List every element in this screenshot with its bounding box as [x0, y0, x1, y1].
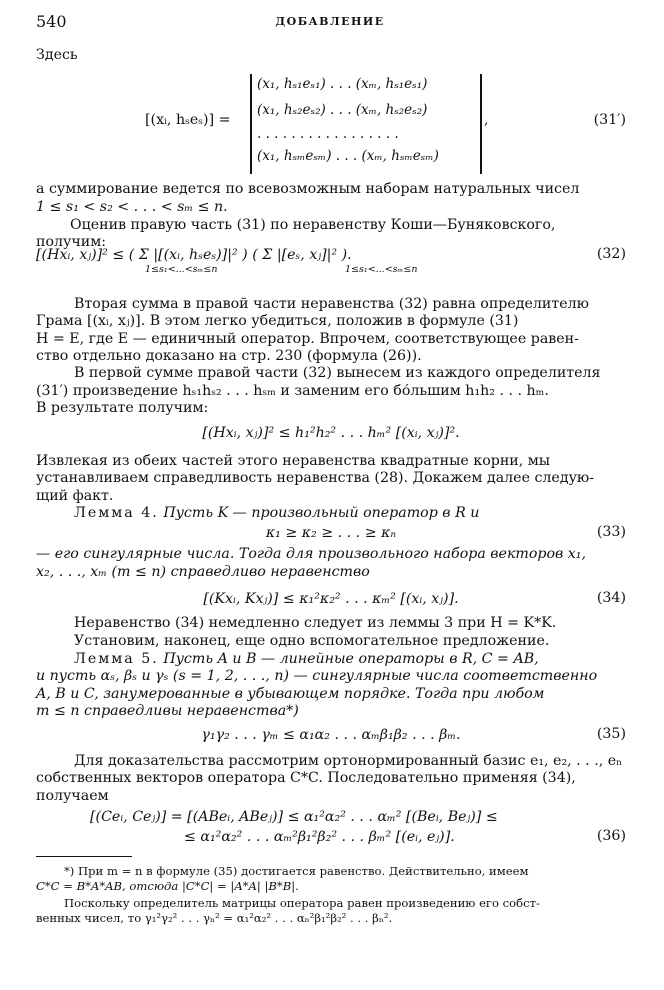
equation-number-36: (36) — [596, 828, 626, 844]
lemma-statement-line: — его сингулярные числа. Тогда для произвольного набора векторов x₁, — [36, 546, 587, 562]
text-line: а суммирование ведется по всевозможным наборам натуральных чисел — [36, 181, 580, 197]
sum-limits: 1≤s₁<...<sₘ≤n — [145, 264, 218, 275]
text-line: устанавливаем справедливость неравенства (28). Докажем далее следую- — [36, 470, 595, 486]
equation-number-31-prime: (31′) — [593, 112, 626, 128]
formula-34: [(Kxᵢ, Kxⱼ)] ≤ κ₁²κ₂² . . . κₘ² [(xᵢ, xⱼ)]. — [203, 591, 459, 607]
text-line: В первой сумме правой части (32) вынесем из каждого определителя — [74, 365, 601, 381]
determinant-right-bar — [480, 74, 482, 174]
text-line: Грама [(xᵢ, xⱼ)]. В этом легко убедиться, положив в формуле (31) — [36, 313, 519, 329]
text-line: ство отдельно доказано на стр. 230 (формула (26)). — [36, 348, 422, 364]
text-line: Для доказательства рассмотрим ортонормированный базис e₁, e₂, . . ., eₙ — [74, 753, 623, 769]
text-line: собственных векторов оператора C*C. Последовательно применяя (34), — [36, 770, 576, 786]
equation-number-35: (35) — [596, 726, 626, 742]
equation-number-33: (33) — [596, 524, 626, 540]
text-line: 1 ≤ s₁ < s₂ < . . . < sₘ ≤ n. — [36, 199, 228, 215]
formula-36-line-2: ≤ α₁²α₂² . . . αₘ²β₁²β₂² . . . βₘ² [(eᵢ, eⱼ)]. — [184, 829, 455, 845]
text-line: Извлекая из обеих частей этого неравенства квадратные корни, мы — [36, 453, 551, 469]
footnote-rule — [36, 856, 132, 857]
text-line: щий факт. — [36, 488, 114, 504]
formula-31-prime — [145, 74, 495, 174]
running-head: ДОБАВЛЕНИЕ — [275, 15, 385, 28]
text-line: (31′) произведение hₛ₁hₛ₂ . . . hₛₘ и заменим его бо́льшим h₁h₂ . . . hₘ. — [36, 383, 549, 399]
formula-31-prime-comma: , — [484, 112, 489, 128]
equation-number-32: (32) — [596, 246, 626, 262]
lemma-4 — [74, 504, 626, 522]
text-line: Оценив правую часть (31) по неравенству Коши—Буняковского, — [70, 217, 556, 233]
sum-limits: 1≤s₁<...<sₘ≤n — [345, 264, 418, 275]
formula-35: γ₁γ₂ . . . γₘ ≤ α₁α₂ . . . αₘβ₁β₂ . . . βₘ. — [201, 727, 461, 743]
page-number: 540 — [36, 12, 67, 31]
lemma-statement-line: m ≤ n справедливы неравенства*) — [36, 703, 299, 719]
equation-number-34: (34) — [596, 590, 626, 606]
text-line: Неравенство (34) немедленно следует из леммы 3 при H = K*K. — [74, 615, 557, 631]
lemma-statement-line: x₂, . . ., xₘ (m ≤ n) справедливо неравенство — [36, 564, 370, 580]
formula-33: κ₁ ≥ κ₂ ≥ . . . ≥ κₙ — [265, 525, 397, 541]
determinant-left-bar — [250, 74, 252, 174]
text-line: Установим, наконец, еще одно вспомогательное предложение. — [74, 633, 550, 649]
text-line: Вторая сумма в правой части неравенства (32) равна определителю — [74, 296, 589, 312]
text-line: получим: — [36, 234, 107, 250]
lemma-5 — [74, 650, 626, 668]
intro-word: Здесь — [36, 47, 78, 63]
footnote-line: *) При m = n в формуле (35) достигается равенство. Действительно, имеем — [64, 864, 529, 878]
formula-unnumbered: [(Hxᵢ, xⱼ)]² ≤ h₁²h₂² . . . hₘ² [(xᵢ, xⱼ)]². — [202, 425, 460, 441]
lemma-statement-line: A, B и C, занумерованные в убывающем порядке. Тогда при любом — [36, 686, 545, 702]
determinant-row: (x₁, hₛₘeₛₘ) . . . (xₘ, hₛₘeₛₘ) — [257, 148, 439, 164]
text-line: H = E, где E — единичный оператор. Впрочем, соответствующее равен- — [36, 331, 579, 347]
page-header — [36, 12, 624, 34]
formula-31-prime-lhs: [(xᵢ, hₛeₛ)] = — [145, 112, 231, 128]
text-line: В результате получим: — [36, 400, 209, 416]
lemma-label: Лемма 4. — [74, 505, 159, 521]
footnote-line: венных чисел, то γ₁²γ₂² . . . γₙ² = α₁²α₂² . . . αₙ²β₁²β₂² . . . βₙ². — [36, 911, 393, 925]
lemma-statement: Пусть A и B — линейные операторы в R, C = AB, — [163, 651, 539, 667]
determinant-row: (x₁, hₛ₁eₛ₁) . . . (xₘ, hₛ₁eₛ₁) — [257, 76, 428, 92]
formula-36-line-1: [(Ceᵢ, Ceⱼ)] = [(ABeᵢ, ABeⱼ)] ≤ α₁²α₂² . . . αₘ² [(Beᵢ, Beⱼ)] ≤ — [90, 809, 498, 825]
determinant-row: . . . . . . . . . . . . . . . . . — [257, 126, 399, 142]
lemma-label: Лемма 5. — [74, 651, 159, 667]
determinant-row: (x₁, hₛ₂eₛ₂) . . . (xₘ, hₛ₂eₛ₂) — [257, 102, 428, 118]
footnote-line: Поскольку определитель матрицы оператора равен произведению его собст- — [64, 896, 540, 910]
formula-32: [(Hxᵢ, xⱼ)]² ≤ ( Σ |[(xᵢ, hₛeₛ)]|² ) ( Σ |[eₛ, xⱼ]|² ). — [36, 247, 352, 263]
footnote-line: C*C = B*A*AB, отсюда |C*C| = |A*A| |B*B|. — [36, 879, 299, 893]
text-line: получаем — [36, 788, 109, 804]
lemma-statement: Пусть K — произвольный оператор в R и — [163, 505, 480, 521]
lemma-statement-line: и пусть αₛ, βₛ и γₛ (s = 1, 2, . . ., n) — сингулярные числа соответственно — [36, 668, 598, 684]
